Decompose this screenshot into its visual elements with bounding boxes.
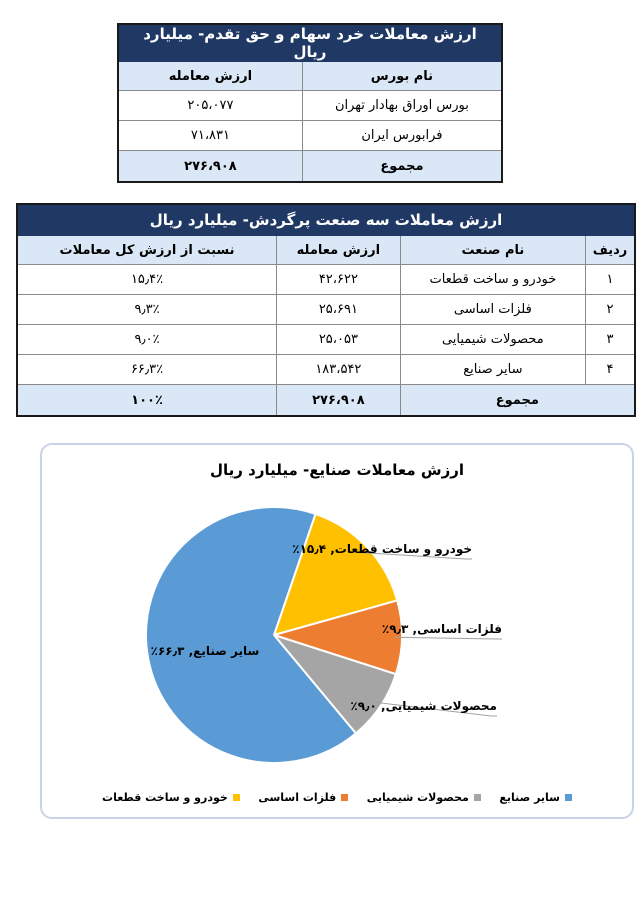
industry-name: خودرو و ساخت قطعات [400,265,585,295]
legend-label: فلزات اساسی [258,791,337,804]
table2-total-value: ۲۷۶،۹۰۸ [277,385,401,417]
table2-title: ارزش معاملات سه صنعت پرگردش- میلیارد ریال [17,204,635,236]
table2-header-industry: نام صنعت [400,236,585,265]
row-index: ۱ [586,265,635,295]
table-row [17,325,635,355]
table-row [118,91,502,121]
industry-share: ۹٫۳٪ [17,295,277,325]
slice-data-label: فلزات اساسی, ۹٫۳٪ [381,622,502,636]
table2-total-label: مجموع [400,385,635,417]
exchange-name: فرابورس ایران [302,121,502,151]
table1-total-value: ۲۷۶،۹۰۸ [118,151,302,183]
table2-header-value: ارزش معامله [277,236,401,265]
industry-value: ۴۲،۶۲۲ [277,265,401,295]
industry-share: ۶۶٫۳٪ [17,355,277,385]
row-index: ۴ [586,355,635,385]
exchange-value: ۷۱،۸۳۱ [118,121,302,151]
legend-item [499,791,572,804]
table2-header-share: نسبت از ارزش کل معاملات [17,236,277,265]
slice-data-label: محصولات شیمیایی, ۹٫۰٪ [350,699,497,713]
chart-legend [102,791,572,804]
exchange-value: ۲۰۵،۰۷۷ [118,91,302,121]
legend-item [102,791,240,804]
industry-share: ۱۵٫۴٪ [17,265,277,295]
table-row [17,295,635,325]
legend-swatch [565,794,572,801]
table-row [17,355,635,385]
legend-label: خودرو و ساخت قطعات [102,791,228,804]
industry-pie-chart [40,443,634,819]
industry-name: فلزات اساسی [400,295,585,325]
exchange-name: بورس اوراق بهادار تهران [302,91,502,121]
pie-svg [42,445,632,817]
legend-item [367,791,481,804]
legend-label: سایر صنایع [499,791,560,804]
legend-label: محصولات شیمیایی [366,791,469,804]
leader-line [394,637,502,639]
industry-name: محصولات شیمیایی [400,325,585,355]
industry-value: ۲۵،۰۵۳ [277,325,401,355]
legend-swatch [233,794,240,801]
table1-total-label: مجموع [302,151,502,183]
industry-trading-table [16,203,636,417]
legend-item [258,791,348,804]
retail-trading-table [117,23,503,183]
slice-data-label: سایر صنایع, ۶۶٫۳٪ [150,644,260,658]
table-row [118,121,502,151]
table2-total-share: ۱۰۰٪ [17,385,277,417]
row-index: ۳ [586,325,635,355]
industry-share: ۹٫۰٪ [17,325,277,355]
legend-swatch [341,794,348,801]
table-row [17,265,635,295]
industry-value: ۲۵،۶۹۱ [277,295,401,325]
table2-header-index: ردیف [586,236,635,265]
industry-name: سایر صنایع [400,355,585,385]
legend-swatch [474,794,481,801]
row-index: ۲ [586,295,635,325]
slice-data-label: خودرو و ساخت قطعات, ۱۵٫۴٪ [292,542,472,556]
table1-header-exchange: نام بورس [302,62,502,91]
table1-title: ارزش معاملات خرد سهام و حق تقدم- میلیارد ریال [118,24,502,62]
table1-header-value: ارزش معامله [118,62,302,91]
industry-value: ۱۸۳،۵۴۲ [277,355,401,385]
chart-title: ارزش معاملات صنایع- میلیارد ریال [209,461,465,479]
